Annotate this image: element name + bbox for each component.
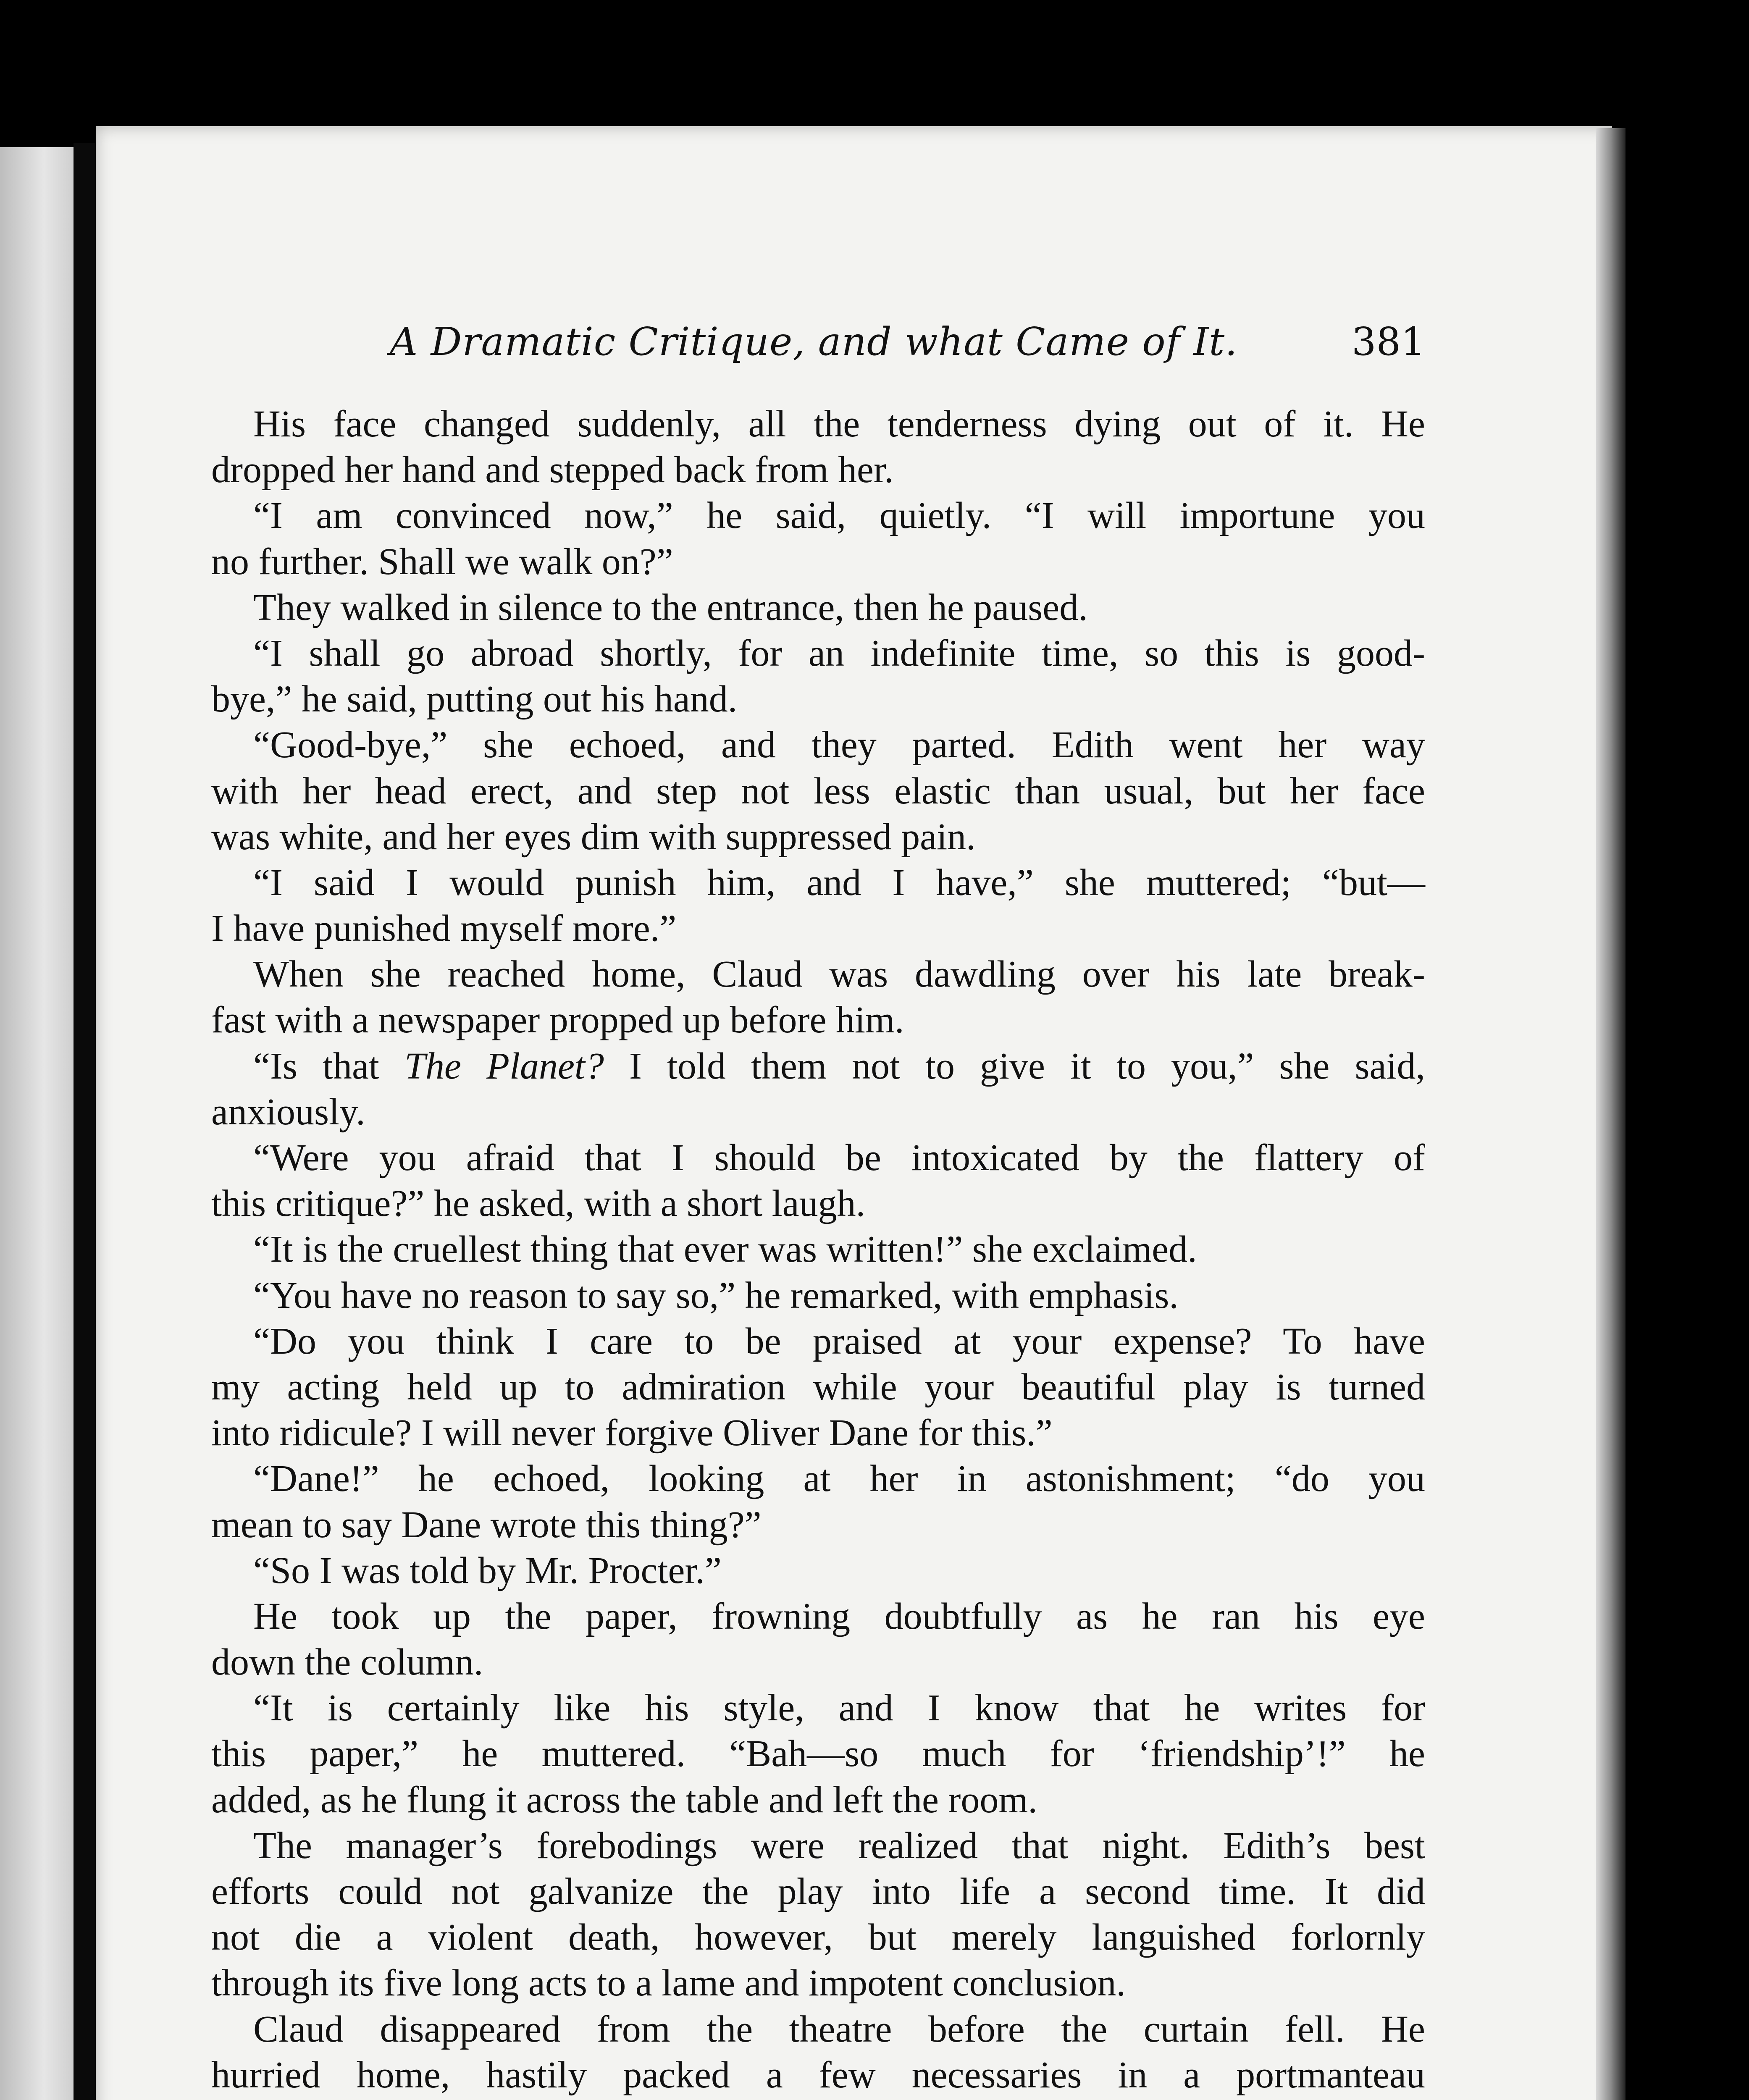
text-line: “It is certainly like his style, and I know that he writes for: [253, 1687, 1425, 1729]
text-line: I have punished myself more.”: [211, 908, 677, 950]
body-text: [211, 401, 1425, 2100]
text-line: not die a violent death, however, but merely languished forlornly: [211, 1916, 1425, 1958]
text-line: [211, 2098, 1425, 2100]
text-line: no further. Shall we walk on?”: [211, 541, 673, 583]
text-line: hurried home, hastily packed a few necessaries in a portmanteau: [211, 2054, 1425, 2096]
text-line: with her head erect, and step not less elastic than usual, but her face: [211, 770, 1425, 812]
text-line: added, as he flung it across the table and left the room.: [211, 1779, 1037, 1821]
text-line: Claud disappeared from the theatre before the curtain fell. He: [253, 2008, 1425, 2050]
text-line: “It is the cruellest thing that ever was written!” she exclaimed.: [253, 1228, 1197, 1270]
text-line: “Is that The Planet? I told them not to give it to you,” she said,: [253, 1045, 1425, 1087]
text-line: dropped her hand and stepped back from her.: [211, 449, 894, 491]
book-page: [96, 126, 1612, 2100]
text-line: mean to say Dane wrote this thing?”: [211, 1504, 762, 1546]
text-line: was white, and her eyes dim with suppressed pain.: [211, 816, 976, 858]
text-line: “Do you think I care to be praised at your expense? To have: [253, 1320, 1425, 1362]
text-line: His face changed suddenly, all the tenderness dying out of it. He: [253, 403, 1425, 445]
text-line: anxiously.: [211, 1091, 365, 1133]
text-line: When she reached home, Claud was dawdling over his late break-: [253, 953, 1425, 995]
text-line: bye,” he said, putting out his hand.: [211, 678, 738, 720]
page-number: 381: [1352, 319, 1426, 364]
previous-page-edge: [0, 147, 74, 2100]
text-line: He took up the paper, frowning doubtfully as he ran his eye: [253, 1595, 1425, 1637]
text-line: “Dane!” he echoed, looking at her in astonishment; “do you: [253, 1458, 1425, 1500]
text-line: this critique?” he asked, with a short laugh.: [211, 1183, 866, 1225]
text-line: “I am convinced now,” he said, quietly. “I will importune you: [253, 495, 1425, 537]
text-line: my acting held up to admiration while your beautiful play is turned: [211, 1366, 1425, 1408]
text-line: fast with a newspaper propped up before him.: [211, 999, 904, 1041]
running-head: [96, 319, 1612, 374]
page-fore-edge: [1596, 128, 1626, 2100]
text-line: “You have no reason to say so,” he remarked, with emphasis.: [253, 1274, 1179, 1316]
running-title: A Dramatic Critique, and what Came of It.: [390, 319, 1238, 364]
book-gutter: [74, 143, 99, 2100]
text-line: down the column.: [211, 1641, 483, 1683]
text-line: “I shall go abroad shortly, for an indefinite time, so this is good-: [253, 632, 1425, 674]
text-line: They walked in silence to the entrance, then he paused.: [253, 586, 1088, 628]
text-line: efforts could not galvanize the play into life a second time. It did: [211, 1871, 1425, 1912]
text-line: “Were you afraid that I should be intoxicated by the flattery of: [253, 1137, 1425, 1179]
text-line: through its five long acts to a lame and impotent conclusion.: [211, 1962, 1126, 2004]
text-line: “So I was told by Mr. Procter.”: [253, 1549, 722, 1591]
text-line: The manager’s forebodings were realized that night. Edith’s best: [253, 1824, 1425, 1866]
text-line: into ridicule? I will never forgive Oliver Dane for this.”: [211, 1412, 1053, 1454]
text-line: “I said I would punish him, and I have,” she muttered; “but—: [253, 861, 1425, 903]
text-line: this paper,” he muttered. “Bah—so much for ‘friendship’!” he: [211, 1733, 1425, 1775]
text-line: “Good-bye,” she echoed, and they parted. Edith went her way: [253, 724, 1425, 766]
